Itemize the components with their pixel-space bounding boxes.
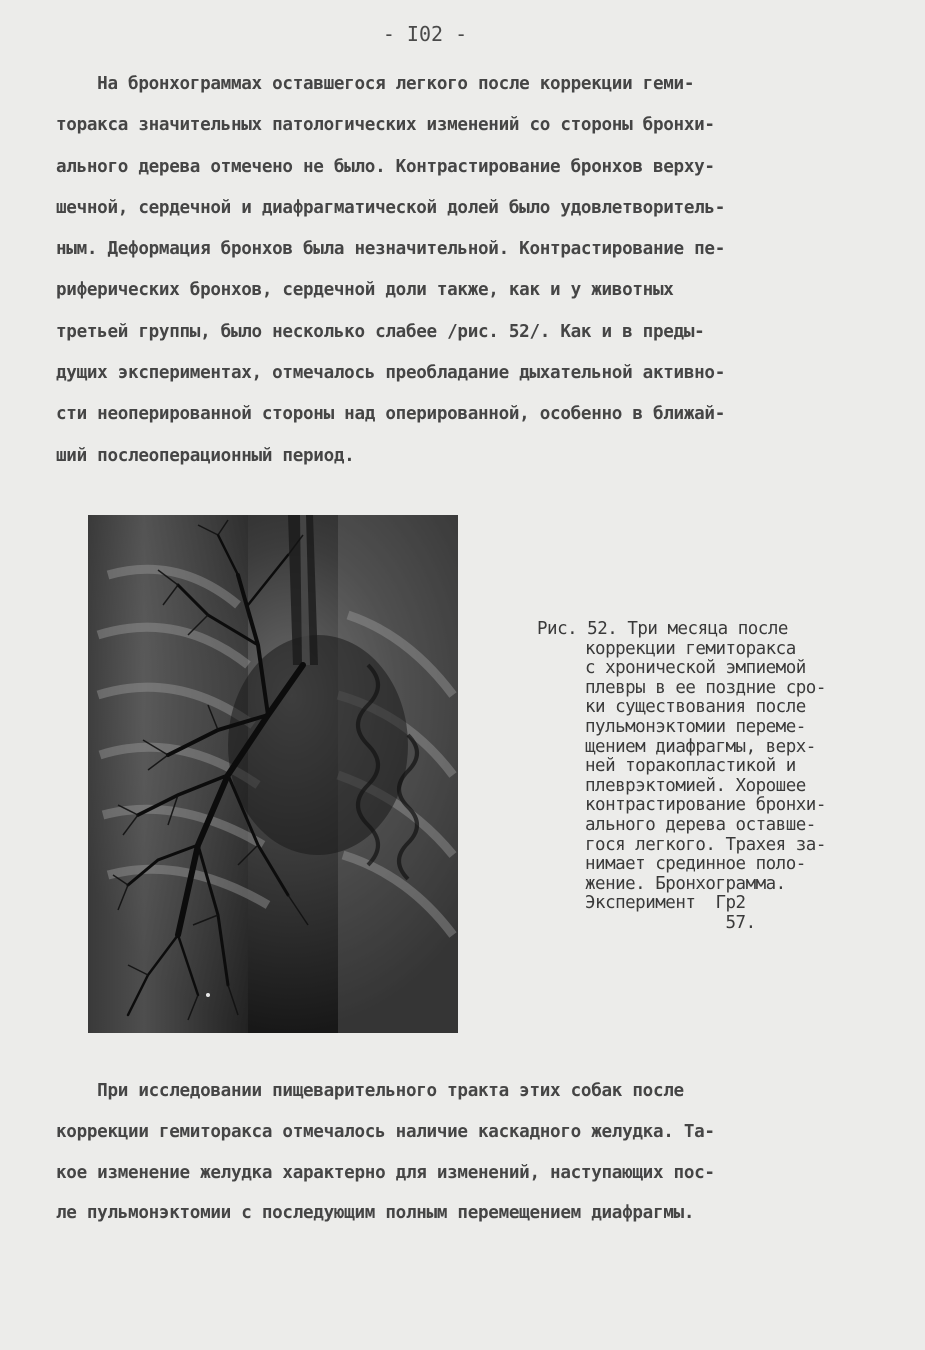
caption-line: щением диафрагмы, верх-	[585, 736, 816, 757]
bronchogram-xray-image	[88, 515, 458, 1033]
caption-line: ней торакопластикой и	[585, 756, 796, 777]
text-line: При исследовании пищеварительного тракта этих собак после	[56, 1081, 684, 1101]
text-line: На бронхограммах оставшегося легкого после коррекции геми-	[56, 74, 695, 94]
caption-line: ального дерева оставше-	[585, 814, 816, 835]
text-line: третьей группы, было несколько слабее /рис. 52/. Как и в преды-	[56, 321, 705, 342]
text-line: сти неоперированной стороны над оперированной, особенно в ближай-	[56, 404, 726, 425]
caption-line: Эксперимент Гр2	[585, 893, 746, 914]
text-line: ального дерева отмечено не было. Контрастирование бронхов верху-	[56, 156, 715, 177]
text-line: кое изменение желудка характерно для изменений, наступающих пос-	[56, 1162, 715, 1183]
caption-line: 57.	[585, 912, 756, 933]
caption-line: нимает срединное поло-	[585, 854, 806, 875]
page-number: - I02 -	[382, 22, 468, 46]
text-line: риферических бронхов, сердечной доли также, как и у животных	[56, 280, 674, 301]
caption-line: с хронической эмпиемой	[585, 658, 806, 679]
caption-line: гося легкого. Трахея за-	[585, 834, 826, 855]
caption-line: ки существования после	[585, 697, 806, 718]
caption-line: плевры в ее поздние сро-	[585, 677, 826, 698]
text-line: коррекции гемиторакса отмечалось наличие каскадного желудка. Та-	[56, 1121, 715, 1142]
text-line: ле пульмонэктомии с последующим полным перемещением диафрагмы.	[56, 1203, 695, 1224]
paragraph-digestive-tract	[56, 1071, 871, 1234]
paragraph-bronchograms	[56, 64, 871, 477]
caption-line: Рис. 52. Три месяца после	[537, 619, 788, 639]
caption-line: коррекции гемиторакса	[585, 638, 796, 659]
text-line: ший послеоперационный период.	[56, 445, 355, 466]
text-line: ным. Деформация бронхов была незначительной. Контрастирование пе-	[56, 239, 726, 260]
caption-line: плеврэктомией. Хорошее	[585, 775, 806, 796]
text-line: дущих экспериментах, отмечалось преобладание дыхательной активно-	[56, 363, 726, 384]
caption-line: контрастирование бронхи-	[585, 795, 826, 816]
text-line: торакса значительных патологических изменений со стороны бронхи-	[56, 115, 715, 136]
caption-line: пульмонэктомии переме-	[585, 716, 806, 737]
caption-line: жение. Бронхограмма.	[585, 873, 786, 894]
text-line: шечной, сердечной и диафрагматической долей было удовлетворитель-	[56, 197, 726, 218]
figure-caption	[537, 620, 907, 934]
